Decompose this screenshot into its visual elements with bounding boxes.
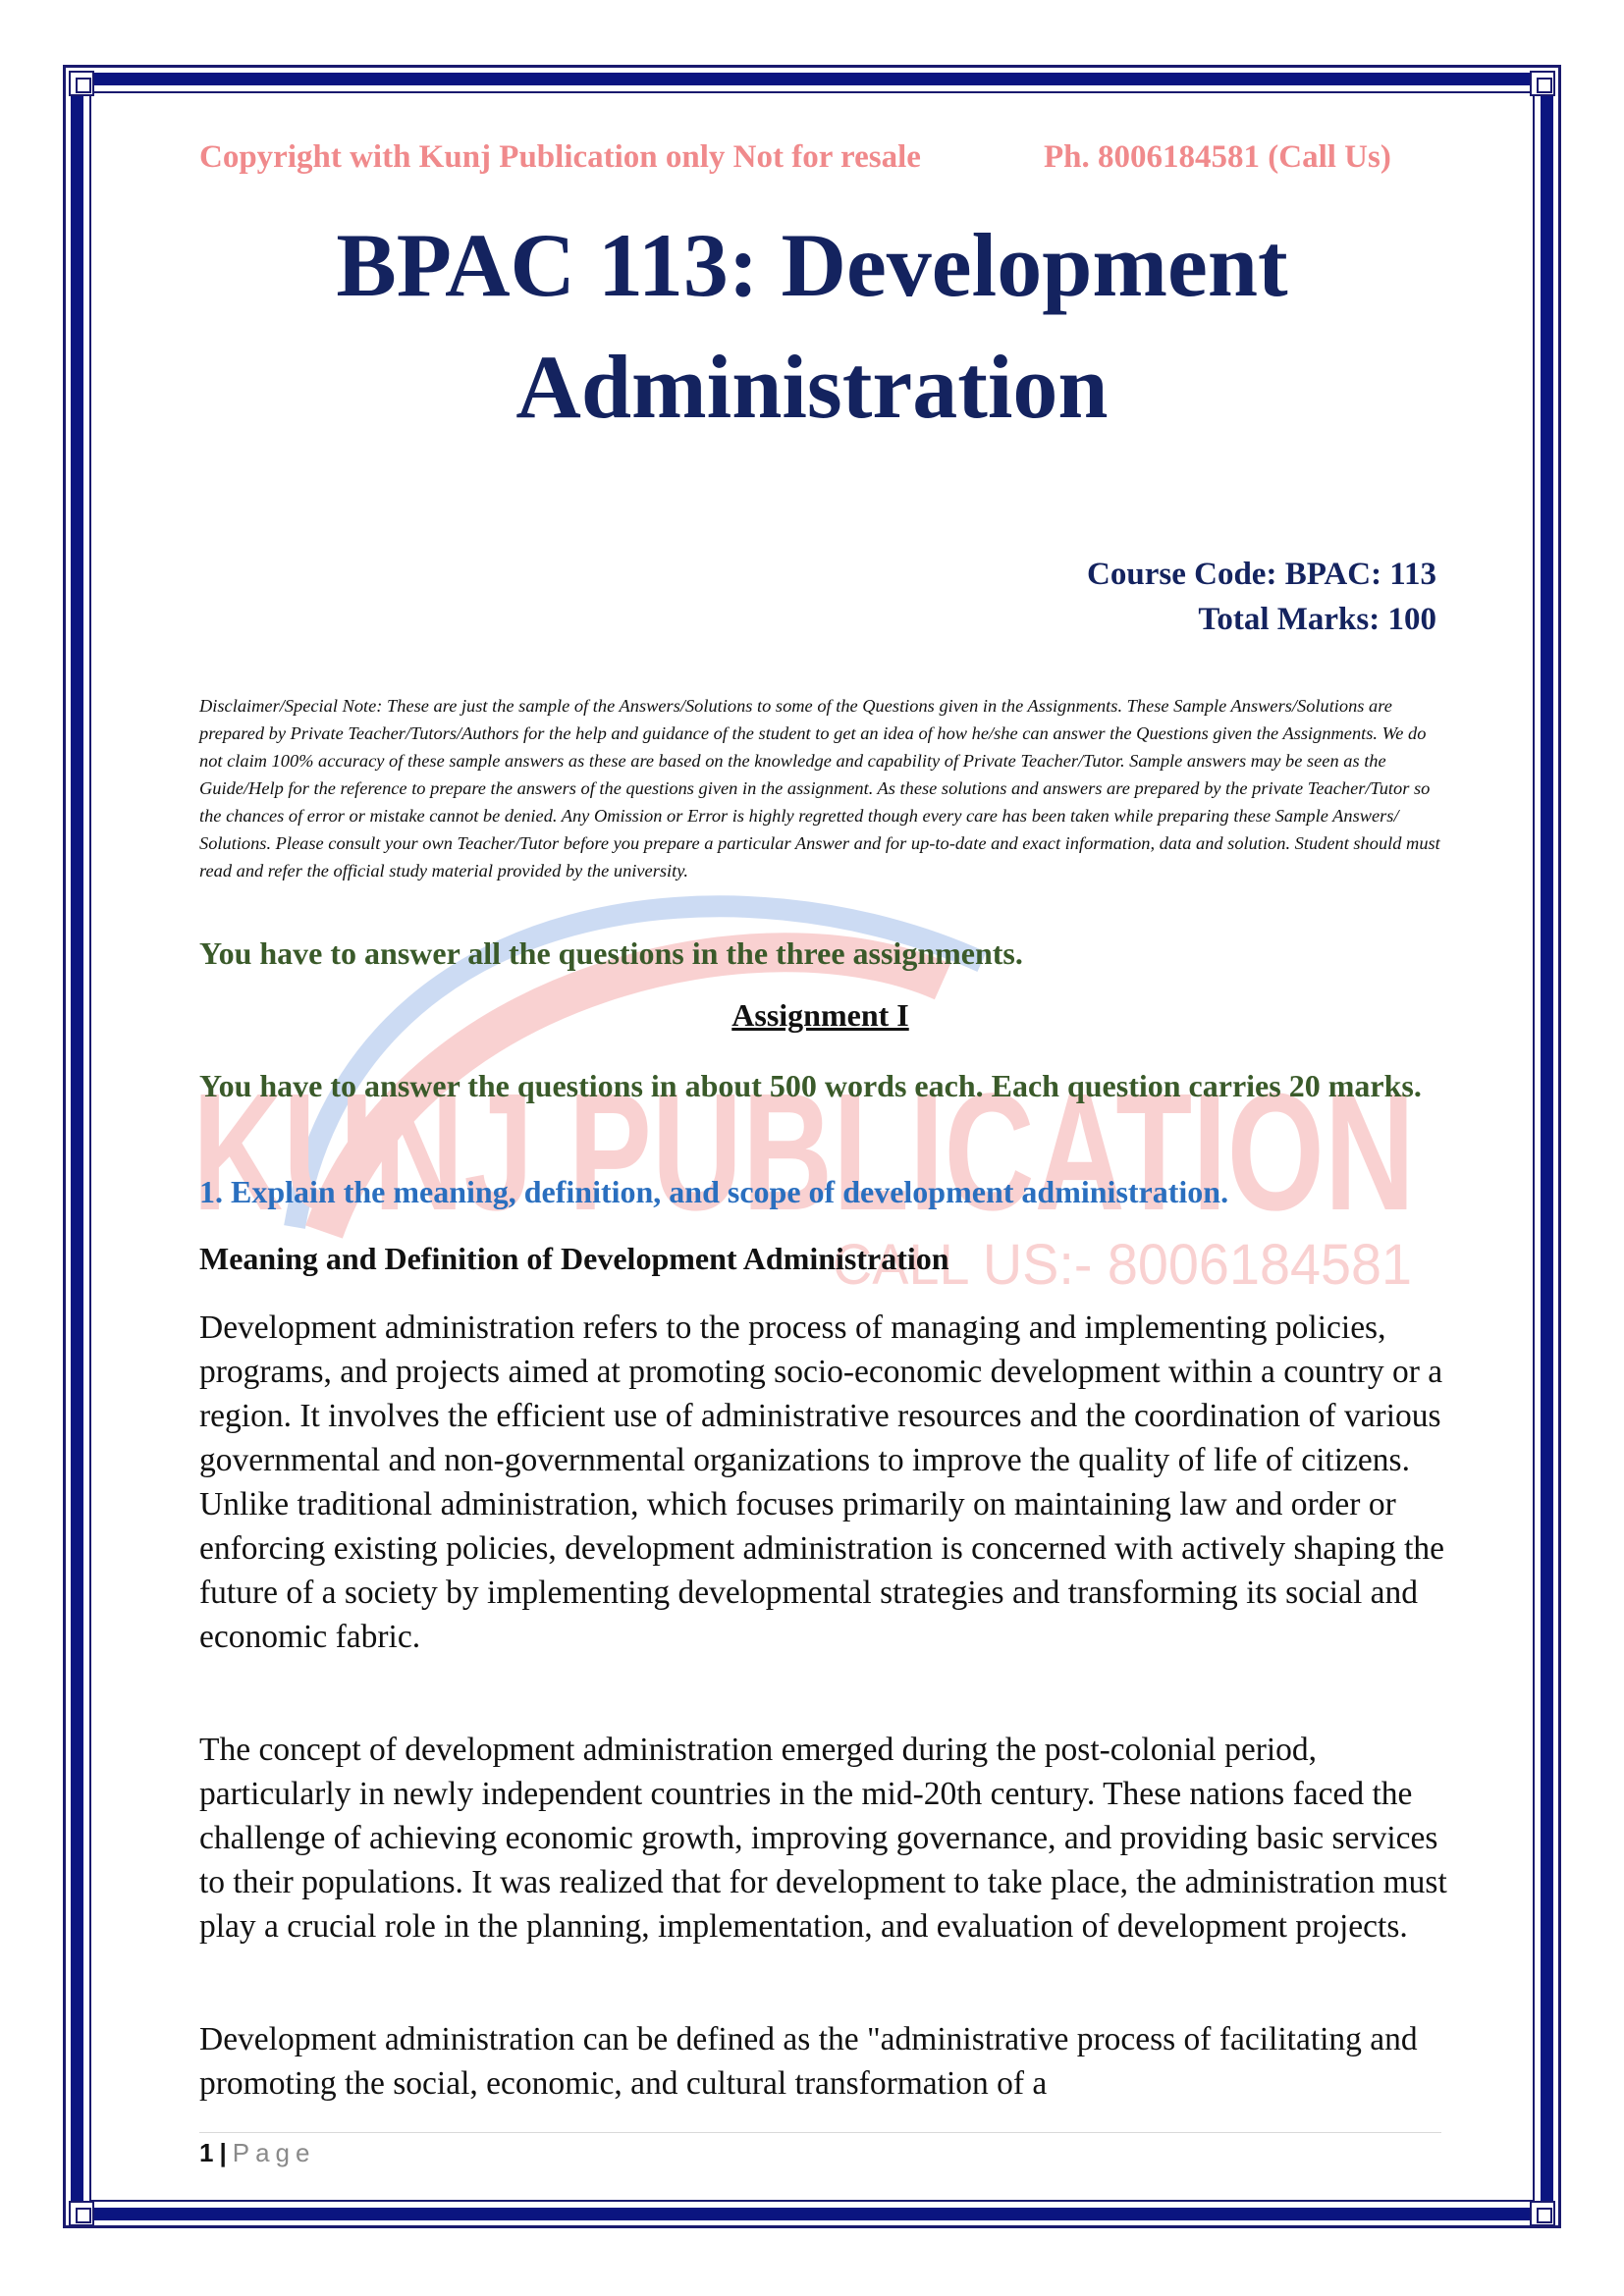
instruction-all-questions: You have to answer all the questions in the three assignments. — [199, 935, 1023, 971]
copyright-text: Copyright with Kunj Publication only Not for resale — [199, 139, 921, 175]
corner-ornament-bottom-left — [69, 2201, 94, 2226]
section-heading: Meaning and Definition of Development Administration — [199, 1241, 949, 1276]
watermark-brand: KUNJ PUBLICATION — [192, 1059, 1415, 1246]
page-footer — [199, 2138, 315, 2168]
watermark-call: CALL US:- 8006184581 — [833, 1233, 1412, 1297]
page-title — [147, 204, 1477, 448]
instruction-word-limit: You have to answer the questions in about 500 words each. Each question carries 20 marks. — [199, 1068, 1422, 1103]
body-paragraph: Development administration refers to the process of managing and implementing policies, programs, and projects aimed at promoting socio-economic development within a country or a region. It involves the efficient use of administrative resources and the coordination of various governmental and non-governmental organizations to improve the quality of life of citizens. Unlike traditional administration, which focuses primarily on maintaining law and order or enforcing existing policies, development administration is concerned with actively shaping the future of a society by implementing developmental strategies and transforming its social and economic fabric. — [199, 1309, 1445, 1655]
disclaimer-note: Disclaimer/Special Note: These are just the sample of the Answers/Solutions to some of the Questions given in the Assignments. These Sample Answers/Solutions are prepared by Private Teacher/Tutors/Authors for the help and guidance of the student to get an idea of how he/she can answer the Questions given the Assignments. We do not claim 100% accuracy of these sample answers as these are based on the knowledge and capability of Private Teacher/Tutor. Sample answers may be seen as the Guide/Help for the reference to prepare the answers of the questions given in the assignment. As these solutions and answers are prepared by the private Teacher/Tutor so the chances of error or mistake cannot be denied. Any Omission or Error is highly regretted though every care has been taken while preparing these Sample Answers/ Solutions. Please consult your own Teacher/Tutor before you prepare a particular Answer and for up-to-date and exact information, data and solution. Student should must read and refer the official study material provided by the university. — [199, 696, 1440, 881]
footer-separator: | — [219, 2138, 227, 2167]
corner-ornament-top-right — [1530, 71, 1555, 96]
page-label: Page — [232, 2138, 316, 2167]
contact-phone: Ph. 8006184581 (Call Us) — [1044, 139, 1391, 175]
copyright-notice — [199, 139, 1436, 176]
course-meta — [1087, 552, 1436, 642]
body-paragraph: The concept of development administration emerged during the post-colonial period, particularly in newly independent countries in the mid-20th century. These nations faced the challenge of achieving economic growth, improving governance, and providing basic services to their populations. It was realized that for development to take place, the administration must play a crucial role in the planning, implementation, and evaluation of development projects. — [199, 1732, 1447, 1945]
corner-ornament-bottom-right — [1530, 2201, 1555, 2226]
title-line-1: BPAC 113: Development — [336, 215, 1288, 315]
body-paragraph: Development administration can be defined as the "administrative process of facilitating and promoting the social, economic, and cultural transformation of a — [199, 2021, 1418, 2102]
corner-ornament-top-left — [69, 71, 94, 96]
total-marks: Total Marks: 100 — [1198, 602, 1436, 637]
title-line-2: Administration — [515, 337, 1109, 437]
question-1: 1. Explain the meaning, definition, and scope of development administration. — [199, 1174, 1229, 1209]
footer-divider — [199, 2132, 1441, 2133]
assignment-heading: Assignment I — [731, 997, 909, 1033]
course-code: Course Code: BPAC: 113 — [1087, 557, 1436, 592]
page-number: 1 — [199, 2138, 214, 2167]
